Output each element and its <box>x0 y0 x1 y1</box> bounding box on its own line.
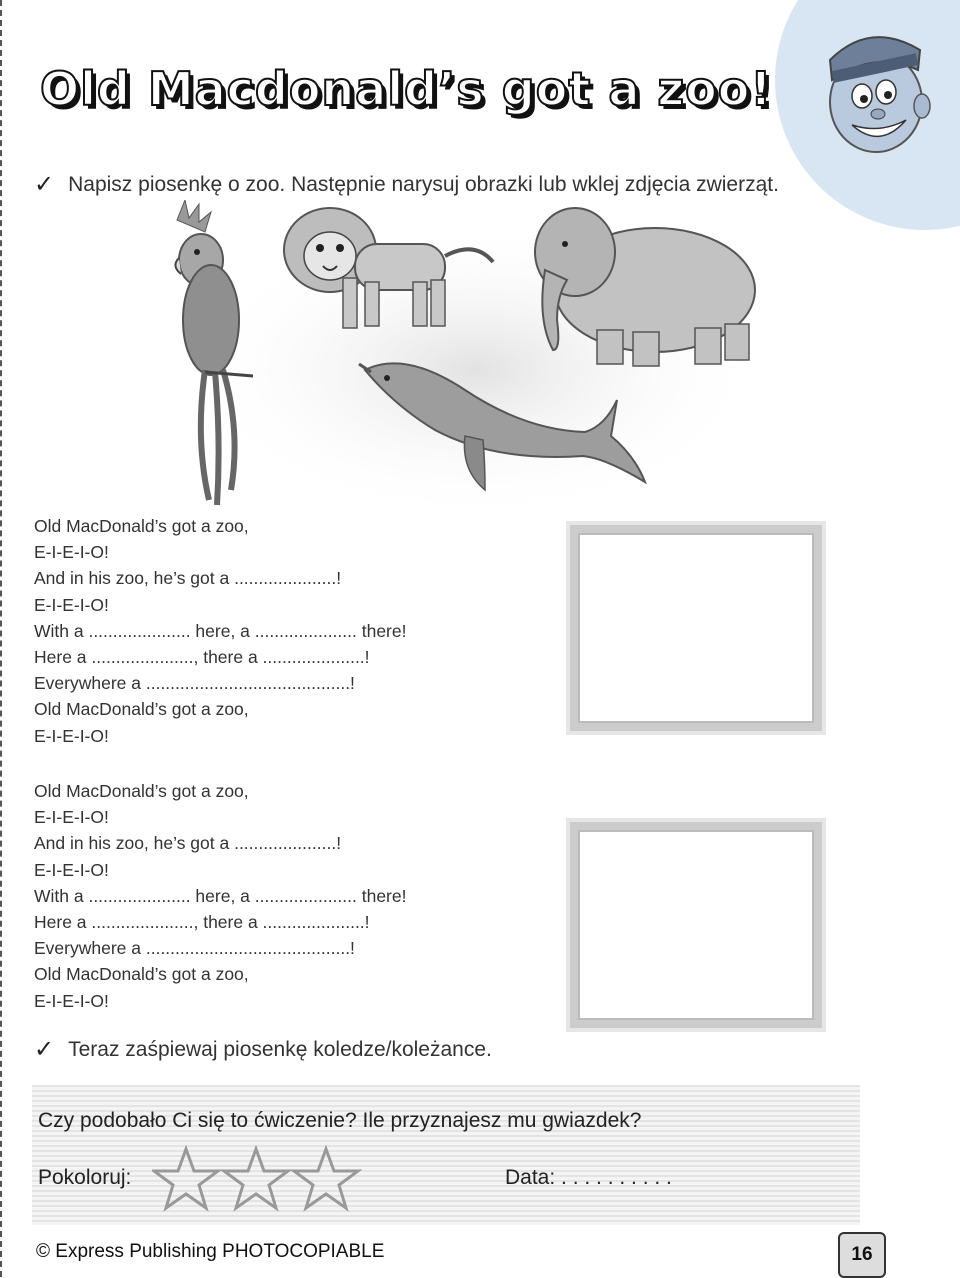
page-number: 16 <box>838 1232 886 1278</box>
cut-line <box>0 0 6 1277</box>
verse-line: E-I-E-I-O! <box>34 859 109 880</box>
verse-line: E-I-E-I-O! <box>34 990 109 1011</box>
zoo-animals-illustration <box>165 200 765 520</box>
verse-line: Old MacDonald’s got a zoo, <box>34 699 249 720</box>
date-field: Data: . . . . . . . . . . <box>505 1166 672 1189</box>
verse-line: With a ..................... here, a ..................... there! <box>34 620 407 641</box>
check-mark-icon: ✓ <box>34 1036 55 1063</box>
verse-line: Here a ....................., there a .....................! <box>34 647 370 668</box>
copyright-notice: © Express Publishing PHOTOCOPIABLE <box>36 1241 385 1262</box>
verse-line: Old MacDonald’s got a zoo, <box>34 516 249 536</box>
instruction-text: Napisz piosenkę o zoo. Następnie narysuj obrazki lub wklej zdjęcia zwierząt. <box>68 172 779 196</box>
verse-line: Old MacDonald’s got a zoo, <box>34 964 249 985</box>
verse-line: And in his zoo, he’s got a .....................! <box>34 833 342 854</box>
verse-line: Everywhere a ..........................................! <box>34 938 355 959</box>
verse-line: And in his zoo, he’s got a .....................! <box>34 568 342 589</box>
instruction-sing-song <box>34 1035 492 1064</box>
instruction-write-song <box>34 170 779 199</box>
verse-line: Here a ....................., there a .....................! <box>34 912 370 933</box>
star-outline-icon[interactable] <box>224 1149 288 1208</box>
song-verse-1 <box>34 513 406 749</box>
song-verse-2 <box>34 778 406 1014</box>
verse-line: Everywhere a ..........................................! <box>34 673 355 694</box>
feedback-question: Czy podobało Ci się to ćwiczenie? Ile przyznajesz mu gwiazdek? <box>38 1109 642 1132</box>
page-title: Old Macdonald’s got a zoo! <box>40 62 773 116</box>
verse-line: E-I-E-I-O! <box>34 807 109 828</box>
verse-line: E-I-E-I-O! <box>34 542 109 563</box>
mascot-face-icon <box>800 10 940 160</box>
instruction-text: Teraz zaśpiewaj piosenkę koledze/koleżance. <box>68 1037 492 1061</box>
verse-line: Old MacDonald’s got a zoo, <box>34 781 249 801</box>
star-outline-icon[interactable] <box>294 1149 358 1208</box>
rating-stars <box>152 1145 362 1213</box>
verse-line: E-I-E-I-O! <box>34 594 109 615</box>
verse-line: With a ..................... here, a ..................... there! <box>34 885 407 906</box>
drawing-frame-1[interactable] <box>570 525 822 731</box>
verse-line: E-I-E-I-O! <box>34 725 109 746</box>
color-stars-label: Pokoloruj: <box>38 1166 132 1189</box>
star-outline-icon[interactable] <box>154 1149 218 1208</box>
check-mark-icon: ✓ <box>34 171 55 198</box>
drawing-frame-2[interactable] <box>570 822 822 1028</box>
